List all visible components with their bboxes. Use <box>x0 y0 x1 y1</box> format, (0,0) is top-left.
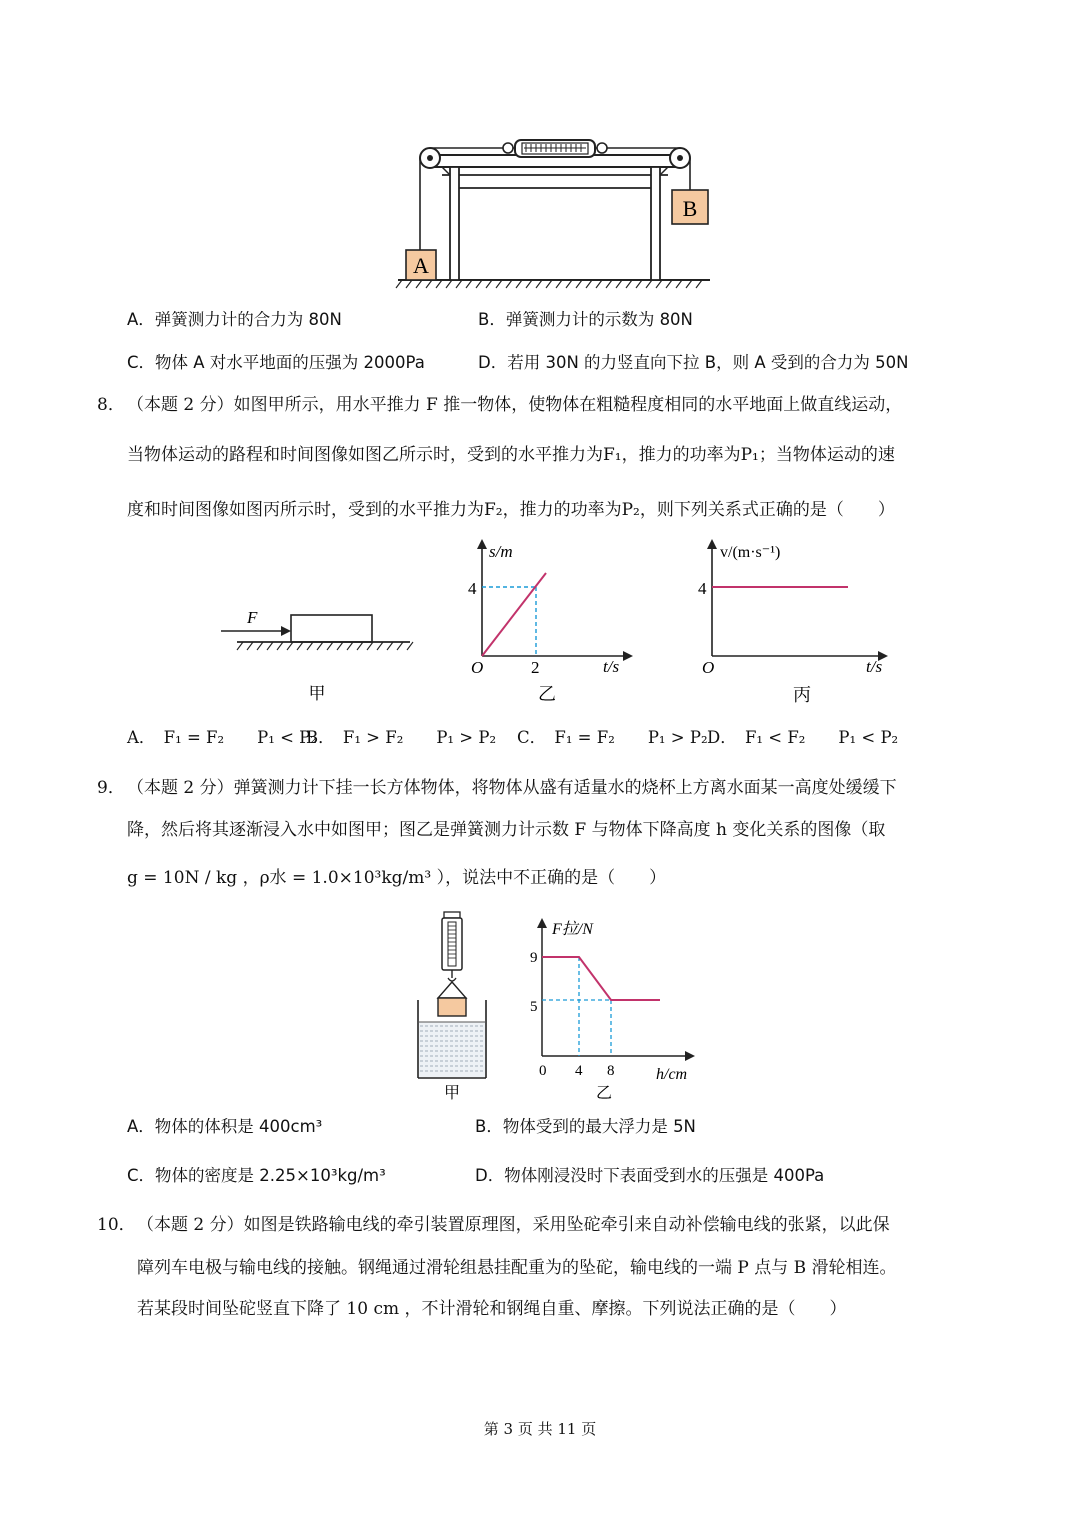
box-a-label: A <box>413 253 429 278</box>
x-tick-label: 8 <box>607 1063 615 1079</box>
q8-fig-yi-graph <box>455 535 640 710</box>
q7-option-c: C．物体 A 对水平地面的压强为 2000Pa <box>127 353 425 372</box>
x-tick-label: 0 <box>539 1063 547 1079</box>
fig-caption: 甲 <box>443 1085 461 1102</box>
q8-line-3: 度和时间图像如图丙所示时，受到的水平推力为F₂，推力的功率为P₂，则下列关系式正确的是（ ） <box>127 500 895 520</box>
pulley-table-figure <box>390 130 720 295</box>
q8-option-a: A． F₁ = F₂ P₁ < P₂ <box>127 728 317 747</box>
q9-number: 9． <box>97 778 125 798</box>
q10-line-2: 障列车电极与输电线的接触。钢绳通过滑轮组悬挂配重为的坠砣，输电线的一端 P 点与 B 滑轮相连。 <box>137 1258 897 1278</box>
q10-line-1: （本题 2 分）如图是铁路输电线的牵引装置原理图，采用坠砣牵引来自动补偿输电线的张紧，以此保 <box>137 1215 890 1235</box>
q9-line-1: （本题 2 分）弹簧测力计下挂一长方体物体，将物体从盛有适量水的烧杯上方离水面某一高度处缓缓下 <box>127 778 897 798</box>
y-tick-label: 9 <box>530 950 538 966</box>
y-tick-label: 4 <box>698 579 707 598</box>
q8-option-b: B． F₁ > F₂ P₁ > P₂ <box>306 728 497 747</box>
y-axis-label: F拉/N <box>552 921 593 938</box>
q8-option-c: C． F₁ = F₂ P₁ > P₂ <box>517 728 708 747</box>
q7-option-b: B．弹簧测力计的示数为 80N <box>478 310 693 329</box>
x-axis-label: t/s <box>603 657 620 676</box>
q9-line-2: 降，然后将其逐渐浸入水中如图甲；图乙是弹簧测力计示数 F 与物体下降高度 h 变化关系的图像（取 <box>127 820 886 840</box>
fig-caption: 甲 <box>308 684 326 703</box>
q10-line-3: 若某段时间坠砣竖直下降了 10 cm ，不计滑轮和钢绳自重、摩擦。下列说法正确的是（ ） <box>137 1299 847 1319</box>
q7-option-d: D．若用 30N 的力竖直向下拉 B，则 A 受到的合力为 50N <box>478 353 909 372</box>
x-axis-label: h/cm <box>656 1066 688 1083</box>
y-tick-label: 4 <box>468 579 477 598</box>
q10-number: 10． <box>97 1215 136 1235</box>
force-label: F <box>247 608 258 627</box>
y-tick-label: 5 <box>530 999 538 1015</box>
fig-caption: 丙 <box>793 685 811 705</box>
q8-number: 8． <box>97 395 125 415</box>
q9-option-c: C．物体的密度是 2.25×10³kg/m³ <box>127 1166 386 1185</box>
y-axis-label: v/(m·s⁻¹) <box>720 544 781 561</box>
q9-option-b: B．物体受到的最大浮力是 5N <box>475 1117 696 1136</box>
q9-option-d: D．物体刚浸没时下表面受到水的压强是 400Pa <box>475 1166 825 1185</box>
x-tick-label: 4 <box>575 1063 583 1079</box>
origin-label: O <box>702 658 715 677</box>
q8-fig-bing-graph <box>690 535 900 710</box>
y-axis-label: s/m <box>489 542 513 561</box>
x-axis-label: t/s <box>866 657 883 676</box>
q8-fig-jia <box>215 600 420 710</box>
x-tick-label: 2 <box>531 658 540 677</box>
q9-line-3: g = 10N / kg ，ρ水 = 1.0×10³kg/m³ ），说法中不正确的是（ ） <box>127 868 667 888</box>
q9-fig-jia-beaker <box>410 908 500 1103</box>
box-b-label: B <box>682 196 698 221</box>
q8-line-2: 当物体运动的路程和时间图像如图乙所示时，受到的水平推力为F₁，推力的功率为P₁；当物体运动的速 <box>127 445 895 465</box>
graph-line <box>542 957 660 1000</box>
q8-line-1: （本题 2 分）如图甲所示，用水平推力 F 推一物体，使物体在粗糙程度相同的水平地面上做直线运动， <box>127 395 903 415</box>
page-footer: 第 3 页 共 11 页 <box>483 1420 597 1438</box>
fig-caption: 乙 <box>595 1085 613 1102</box>
q9-fig-yi-graph <box>520 912 700 1102</box>
q8-option-d: D． F₁ < F₂ P₁ < P₂ <box>707 728 899 747</box>
q9-option-a: A．物体的体积是 400cm³ <box>127 1117 323 1136</box>
fig-caption: 乙 <box>538 684 556 704</box>
q7-option-a: A．弹簧测力计的合力为 80N <box>127 310 342 329</box>
origin-label: O <box>471 658 484 677</box>
